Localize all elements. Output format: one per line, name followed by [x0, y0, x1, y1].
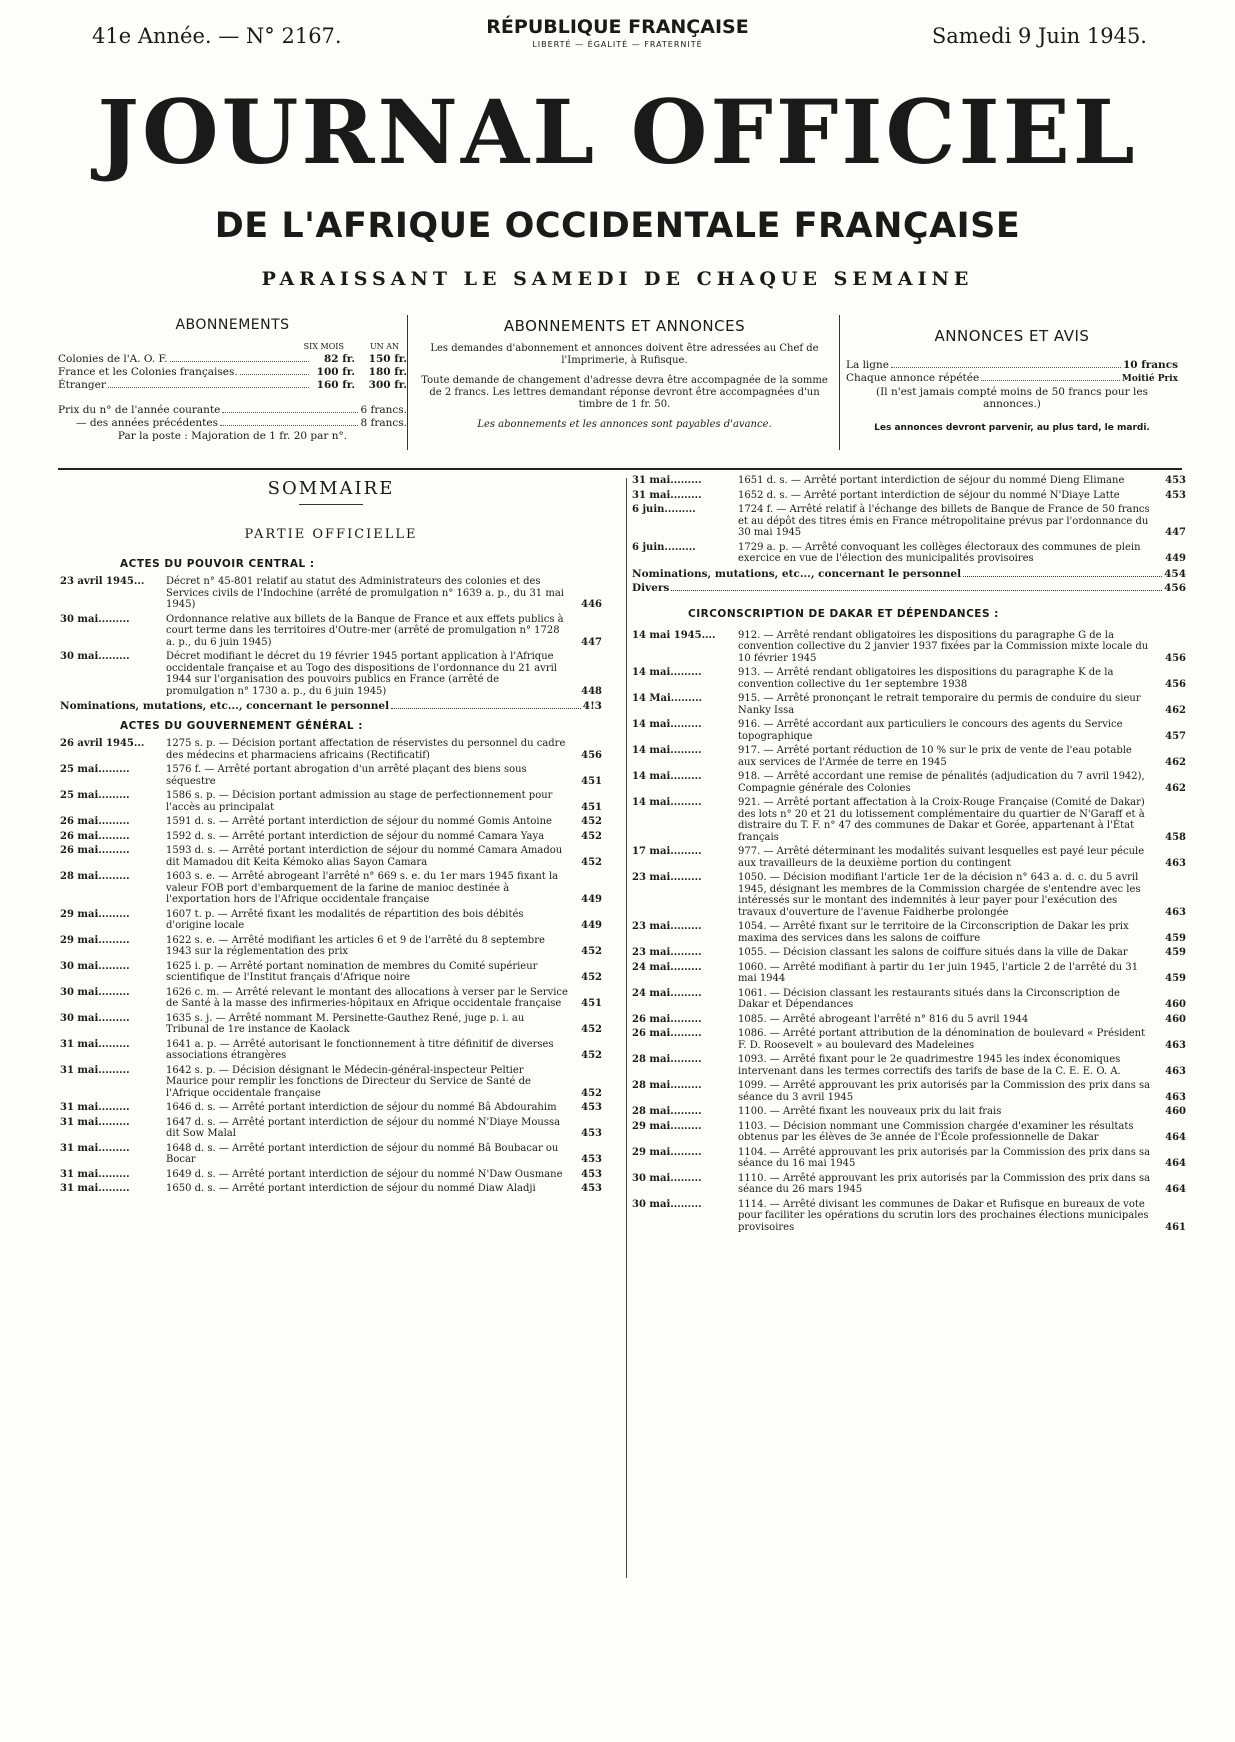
entry-date: 30 mai......... [632, 1198, 702, 1210]
entry-page: 464 [1165, 1158, 1186, 1169]
entry-date: 6 juin......... [632, 504, 696, 515]
entry-page: 463 [1165, 1065, 1186, 1077]
divers-page: 456 [1164, 581, 1186, 594]
entry-text: 1651 d. s. — Arrêté portant interdiction de séjour du nommé Dieng Elimane [738, 475, 1125, 486]
entry-page: 447 [1165, 527, 1186, 538]
entry-page: 459 [1165, 973, 1186, 984]
entry-page: 460 [1165, 1106, 1186, 1117]
entry-page: 453 [1165, 475, 1186, 486]
entry-page: 457 [1165, 730, 1186, 742]
sommaire-entry [632, 1106, 1186, 1118]
sommaire-entry [632, 1080, 1186, 1103]
sommaire-entry [60, 651, 602, 697]
entry-page: 462 [1165, 782, 1186, 794]
sommaire-entry [60, 614, 602, 649]
entry-text: 917. — Arrêté portant réduction de 10 % sur le prix de vente de l'eau potable aux services de l'Armée de terre en 1945 [738, 745, 1132, 768]
sommaire-entry [60, 1183, 602, 1195]
sommaire-entry [632, 1028, 1186, 1051]
entry-page: 452 [581, 946, 602, 957]
entry-text: 1622 s. e. — Arrêté modifiant les articles 6 et 9 de l'arrêté du 8 septembre 1943 sur la réglementation des prix [166, 934, 545, 957]
entry-page: 463 [1165, 1039, 1186, 1051]
abonnement-un-an: 150 fr. [368, 353, 407, 365]
abonnements-annonces-title: ABONNEMENTS ET ANNONCES [503, 317, 746, 335]
entry-date: 24 mai......... [632, 987, 702, 999]
entry-date: 14 mai......... [632, 797, 702, 808]
rate-ligne: La ligne 10 francs [846, 359, 1178, 371]
entry-date: 31 mai......... [60, 1038, 130, 1050]
abonnements-rows [58, 353, 407, 392]
abonnements-title: ABONNEMENTS [175, 317, 290, 333]
entry-date: 29 mai......... [632, 1146, 702, 1158]
entry-page: 456 [581, 749, 602, 761]
entry-page: 459 [1165, 932, 1186, 944]
entry-text: 1275 s. p. — Décision portant affectation de réservistes du personnel du cadre des médecins et pharmaciens africains (Rectificatif) [166, 738, 566, 761]
sommaire-entry [632, 921, 1186, 944]
entry-date: 14 mai......... [632, 719, 702, 730]
sommaire-entry [632, 872, 1186, 918]
gouv-nominations-label: Nominations, mutations, etc..., concernant le personnel [632, 567, 962, 580]
masthead-tagline: PARAISSANT LE SAMEDI DE CHAQUE SEMAINE [261, 268, 974, 290]
masthead-subtitle: DE L'AFRIQUE OCCIDENTALE FRANÇAISE [214, 206, 1021, 246]
entry-text: 913. — Arrêté rendant obligatoires les dispositions du paragraphe K de la convention collective du 1er septembre 1938 [738, 667, 1114, 690]
sommaire-entry [632, 962, 1186, 985]
sommaire-rule [299, 504, 363, 505]
entry-text: 1591 d. s. — Arrêté portant interdiction de séjour du nommé Gomis Antoine [166, 816, 552, 827]
entry-date: 23 mai......... [632, 921, 702, 932]
entry-page: 453 [581, 1128, 602, 1139]
annonces-p3: Les abonnements et les annonces sont payables d'avance. [477, 419, 772, 430]
entry-text: 912. — Arrêté rendant obligatoires les dispositions du paragraphe G de la convention collective du 2 janvier 1937 fixées par la Commission mixte locale du 10 février 1945 [738, 629, 1149, 664]
entry-date: 28 mai......... [632, 1106, 702, 1117]
entry-page: 464 [1165, 1132, 1186, 1143]
abonnement-six-mois: 100 fr. [316, 366, 355, 378]
sommaire-entry [60, 576, 602, 611]
annonces-p2: Toute demande de changement d'adresse devra être accompagnée de la somme de 2 francs. Les lettres demandant réponse devront être accompagnées d'un timbre de 1 fr. 50. [421, 375, 828, 410]
entry-page: 456 [1165, 678, 1186, 690]
entry-text: 1603 s. e. — Arrêté abrogeant l'arrêté n° 669 s. e. du 1er mars 1945 fixant la valeur FOB port d'embarquement de la farine de manioc destinée à l'exportation hors de l'Afrique occidentale française [166, 871, 559, 905]
entry-page: 447 [581, 636, 602, 648]
issue-date: Samedi 9 Juin 1945. [931, 24, 1147, 48]
entry-page: 452 [581, 1087, 602, 1099]
entry-page: 453 [581, 1168, 602, 1180]
entry-date: 23 mai......... [632, 872, 702, 883]
sommaire-entry [632, 475, 1186, 487]
entry-text: 918. — Arrêté accordant une remise de pénalités (adjudication du 7 avril 1942), Compagnie générale des Colonies [738, 771, 1145, 794]
column-divider [626, 478, 627, 1578]
entry-text: 977. — Arrêté déterminant les modalités suivant lesquelles est payé leur pécule aux travailleurs de la deuxième portion du contingent [738, 846, 1145, 869]
entry-date: 31 mai......... [632, 475, 702, 486]
abonnement-row [58, 366, 407, 379]
entry-text: 1099. — Arrêté approuvant les prix autorisés par la Commission des prix dans sa séance du 3 avril 1945 [738, 1080, 1151, 1103]
entry-page: 456 [1165, 652, 1186, 664]
entry-text: 1625 i. p. — Arrêté portant nomination de membres du Comité supérieur scientifique de l'Institut français d'Afrique noire [166, 960, 538, 983]
entry-page: 461 [1165, 1221, 1186, 1233]
entry-date: 26 mai......... [632, 1028, 702, 1039]
sommaire-entry [60, 1102, 602, 1114]
prix-block [58, 404, 407, 442]
entry-date: 31 mai......... [60, 1064, 130, 1076]
entry-text: 1626 c. m. — Arrêté relevant le montant des allocations à verser par le Service de Santé à la masse des infirmeries-hôpitaux en Afrique occidentale française [166, 986, 568, 1009]
entry-date: 29 mai......... [60, 934, 130, 946]
sommaire-entry [60, 1117, 602, 1140]
gouv-nominations-page: 454 [1164, 567, 1186, 580]
entry-date: 26 mai......... [60, 845, 130, 856]
entry-text: 1593 d. s. — Arrêté portant interdiction de séjour du nommé Camara Amadou dit Mamadou dit Keita Kémoko alias Sayon Camara [166, 845, 563, 868]
abonnement-row [58, 353, 407, 366]
entry-date: 26 mai......... [60, 830, 130, 842]
entry-date: 14 mai......... [632, 771, 702, 782]
entry-text: 1647 d. s. — Arrêté portant interdiction de séjour du nommé N'Diaye Moussa dit Sow Malal [166, 1116, 561, 1139]
abonnement-label: Colonies de l'A. O. F. [58, 353, 168, 365]
entry-date: 26 mai......... [60, 816, 130, 827]
entry-date: 28 mai......... [632, 1080, 702, 1091]
sommaire-entry [632, 745, 1186, 768]
sommaire-entry [632, 797, 1186, 843]
sommaire-entry [60, 871, 602, 906]
entry-text: Ordonnance relative aux billets de la Banque de France et aux effets publics à court terme dans les territoires d'Outre-mer (arrêté de promulgation n° 1728 a. p., du 6 juin 1945) [166, 613, 564, 648]
sommaire-entry [632, 1147, 1186, 1170]
sommaire-entry [60, 935, 602, 958]
abonnement-six-mois: 82 fr. [323, 353, 355, 365]
sommaire-entry [60, 987, 602, 1010]
annonces-avis-box [842, 315, 1182, 450]
entry-text: 1635 s. j. — Arrêté nommant M. Persinette-Gauthez René, juge p. i. au Tribunal de 1re instance de Kaolack [166, 1012, 525, 1035]
entry-date: 28 mai......... [60, 871, 130, 882]
pouvoir-central-heading: ACTES DU POUVOIR CENTRAL : [120, 558, 315, 570]
entry-page: 463 [1165, 857, 1186, 869]
masthead-title: JOURNAL OFFICIEL [97, 80, 1138, 184]
sommaire-entry [632, 667, 1186, 690]
sommaire-entry [60, 1065, 602, 1100]
sommaire-entry [60, 816, 602, 828]
entry-text: 1642 s. p. — Décision désignant le Médecin-général-inspecteur Peltier Maurice pour remplir les fonctions de Directeur du Service de Santé de l'Afrique occidentale française [166, 1064, 531, 1099]
entry-page: 462 [1165, 704, 1186, 716]
abonnement-label: France et les Colonies françaises. [58, 366, 238, 378]
pouvoir-nominations-label: Nominations, mutations, etc..., concernant le personnel [60, 700, 390, 712]
rate-deadline: Les annonces devront parvenir, au plus tard, le mardi. [874, 423, 1150, 433]
entry-page: 452 [581, 830, 602, 842]
entry-text: 1646 d. s. — Arrêté portant interdiction de séjour du nommé Bâ Abdourahim [166, 1102, 557, 1113]
entry-text: 1110. — Arrêté approuvant les prix autorisés par la Commission des prix dans sa séance du 26 mars 1945 [738, 1172, 1151, 1195]
sommaire-entry [60, 764, 602, 787]
entry-text: 1576 f. — Arrêté portant abrogation d'un arrêté plaçant des biens sous séquestre [166, 764, 527, 787]
sommaire-entry [632, 490, 1186, 502]
annonces-rates [842, 359, 1182, 434]
entry-date: 23 avril 1945... [60, 576, 145, 587]
entry-text: 921. — Arrêté portant affectation à la Croix-Rouge Française (Comité de Dakar) des lots n° 20 et 21 du lotissement complémentaire du quartier de N'Garaff et à distraire du T. F. n° 47 des communes de Dakar et Gorée, appartenant à l'État français [738, 797, 1145, 843]
entry-page: 451 [581, 775, 602, 787]
entry-text: 1085. — Arrêté abrogeant l'arrêté n° 816 du 5 avril 1944 [738, 1013, 1029, 1025]
col-six-mois: SIX MOIS [303, 342, 344, 351]
entry-date: 14 mai......... [632, 667, 702, 678]
entry-text: 1054. — Arrêté fixant sur le territoire de la Circonscription de Dakar les prix maxima des services dans les salons de coiffure [738, 921, 1129, 944]
entry-text: 1114. — Arrêté divisant les communes de Dakar et Rufisque en bureaux de vote pour faciliter les opérations du scrutin lors des prochaines élections municipales provisoires [738, 1198, 1149, 1233]
entry-page: 463 [1165, 906, 1186, 918]
entry-date: 30 mai......... [60, 613, 130, 625]
sommaire-entry [632, 504, 1186, 539]
entry-page: 449 [1165, 553, 1186, 564]
entry-date: 31 mai......... [60, 1102, 130, 1113]
col-un-an: UN AN [369, 342, 399, 351]
sommaire-entry [632, 1014, 1186, 1026]
sommaire-entry [60, 1169, 602, 1181]
entry-text: 1607 t. p. — Arrêté fixant les modalités de répartition des bois débités d'origine locale [166, 908, 524, 931]
entry-page: 449 [581, 894, 602, 905]
annonces-avis-title: ANNONCES ET AVIS [934, 327, 1090, 345]
entry-date: 14 mai 1945.... [632, 629, 716, 641]
entry-date: 31 mai......... [60, 1183, 130, 1194]
entry-date: 30 mai......... [60, 960, 130, 972]
sommaire-title: SOMMAIRE [267, 478, 395, 499]
entry-text: 1586 s. p. — Décision portant admission au stage de perfectionnement pour l'accès au principalat [166, 790, 553, 813]
entry-page: 452 [581, 972, 602, 983]
entry-text: 1055. — Décision classant les salons de coiffure situés dans la ville de Dakar [738, 947, 1128, 958]
pouvoir-central-list [60, 576, 602, 697]
entry-text: 1648 d. s. — Arrêté portant interdiction de séjour du nommé Bâ Boubacar ou Bocar [166, 1142, 559, 1165]
sommaire-entry [632, 693, 1186, 716]
entry-page: 452 [581, 1050, 602, 1061]
entry-page: 458 [1165, 831, 1186, 843]
abonnement-row [58, 379, 407, 392]
sommaire-entry [632, 542, 1186, 565]
gouvernement-general-heading: ACTES DU GOUVERNEMENT GÉNÉRAL : [120, 720, 363, 732]
entry-page: 462 [1165, 756, 1186, 768]
republic-motto: LIBERTÉ — ÉGALITÉ — FRATERNITÉ [532, 40, 703, 49]
entry-text: 1592 d. s. — Arrêté portant interdiction de séjour du nommé Camara Yaya [166, 830, 545, 842]
dakar-list [632, 630, 1186, 1234]
entry-page: 451 [581, 801, 602, 813]
entry-text: 1652 d. s. — Arrêté portant interdiction de séjour du nommé N'Diaye Latte [738, 489, 1120, 501]
abonnement-six-mois: 160 fr. [316, 379, 355, 391]
sommaire-left-column [60, 475, 602, 1198]
entry-text: 1093. — Arrêté fixant pour le 2e quadrimestre 1945 les index économiques intervenant dans les termes correctifs des tarifs de base de la C. E. E. O. A. [738, 1054, 1121, 1077]
partie-officielle-title: PARTIE OFFICIELLE [244, 527, 418, 542]
entry-page: 453 [1165, 489, 1186, 501]
abonnements-annonces-box [410, 315, 840, 450]
abonnement-label: Étranger [58, 379, 106, 391]
sommaire-entry [632, 630, 1186, 665]
entry-page: 453 [581, 1183, 602, 1194]
entry-text: 1086. — Arrêté portant attribution de la dénomination de boulevard « Président F. D. Roosevelt » au boulevard des Madeleines [738, 1028, 1146, 1051]
sommaire-entry [60, 831, 602, 843]
issue-number: 41e Année. — N° 2167. [92, 24, 342, 48]
entry-date: 31 mai......... [632, 489, 702, 501]
entry-date: 30 mai......... [60, 986, 130, 998]
entry-date: 30 mai......... [632, 1172, 702, 1184]
entry-date: 17 mai......... [632, 846, 702, 857]
entry-page: 449 [581, 920, 602, 931]
entry-text: Décret modifiant le décret du 19 février 1945 portant application à l'Afrique occidentale française et au Togo des dispositions de l'ordonnance du 21 avril 1944 sur l'organisation des pouvoirs publics en France (arrêté de promulgation n° 1730 a. p., du 6 juin 1945) [166, 651, 558, 697]
entry-date: 29 mai......... [632, 1120, 702, 1132]
sommaire-entry [60, 909, 602, 932]
sommaire-entry [632, 947, 1186, 959]
entry-date: 29 mai......... [60, 908, 130, 920]
entry-text: 1060. — Arrêté modifiant à partir du 1er juin 1945, l'article 2 de l'arrêté du 31 mai 1944 [738, 961, 1139, 984]
entry-page: 451 [581, 998, 602, 1009]
entry-page: 459 [1165, 947, 1186, 958]
entry-text: 1103. — Décision nommant une Commission chargée d'examiner les résultats obtenus par les élèves de 3e année de l'École professionnelle de Dakar [738, 1120, 1134, 1143]
abonnement-un-an: 300 fr. [368, 379, 407, 391]
divers-row [632, 582, 1186, 594]
entry-page: 453 [581, 1102, 602, 1113]
rate-note: (Il n'est jamais compté moins de 50 francs pour les annonces.) [876, 386, 1148, 410]
entry-page: 460 [1165, 999, 1186, 1010]
prix-row-1: Prix du n° de l'année courante 6 francs. [58, 404, 407, 416]
entry-text: 1061. — Décision classant les restaurants situés dans la Circonscription de Dakar et Dépendances [738, 987, 1120, 1010]
rate-repetee: Chaque annonce répétée Moitié Prix [846, 372, 1178, 384]
entry-text: 1650 d. s. — Arrêté portant interdiction de séjour du nommé Diaw Aladji [166, 1183, 536, 1194]
dakar-heading: CIRCONSCRIPTION DE DAKAR ET DÉPENDANCES : [688, 607, 999, 620]
entry-date: 14 mai......... [632, 745, 702, 756]
sommaire-entry [60, 1013, 602, 1036]
pouvoir-nominations-page: 4!3 [582, 700, 602, 712]
entry-text: 1104. — Arrêté approuvant les prix autorisés par la Commission des prix dans sa séance du 16 mai 1945 [738, 1146, 1151, 1169]
entry-date: 28 mai......... [632, 1054, 702, 1065]
sommaire-entry [60, 790, 602, 813]
divers-label: Divers [632, 581, 670, 594]
entry-text: 1724 f. — Arrêté relatif à l'échange des billets de Banque de France de 50 francs et au dépôt des titres émis en France métropolitaine prévus par l'ordonnance du 30 mai 1945 [738, 504, 1150, 538]
prix-row-2: — des années précédentes 8 francs. [76, 417, 407, 429]
entry-date: 31 mai......... [60, 1142, 130, 1154]
entry-page: 452 [581, 1024, 602, 1035]
entry-date: 31 mai......... [60, 1116, 130, 1128]
entry-page: 453 [581, 1154, 602, 1165]
gouvernement-general-list [60, 738, 602, 1195]
entry-date: 14 Mai......... [632, 693, 703, 704]
sommaire-entry [632, 771, 1186, 794]
entry-page: 463 [1165, 1091, 1186, 1103]
entry-text: 1729 a. p. — Arrêté convoquant les collèges électoraux des communes de plein exercice en vue de l'élection des municipalités provisoires [738, 541, 1141, 564]
entry-date: 31 mai......... [60, 1168, 130, 1180]
entry-page: 446 [581, 599, 602, 610]
abonnements-cols [58, 341, 407, 353]
header-rule [58, 468, 1182, 470]
sommaire-entry [60, 961, 602, 984]
entry-date: 30 mai......... [60, 1012, 130, 1024]
entry-date: 6 juin......... [632, 541, 696, 553]
entry-text: 1050. — Décision modifiant l'article 1er de la décision n° 643 a. d. c. du 5 avril 1945, désignant les membres de la Commission chargée de s'entendre avec les intéressés sur le montant des indemnités à leur payer pour l'exécution des travaux d'ouverture de l'avenue Faidherbe prolongée [738, 872, 1141, 918]
entry-page: 452 [581, 816, 602, 827]
entry-text: Décret n° 45-801 relatif au statut des Administrateurs des colonies et des Services civils de l'Indochine (arrêté de promulgation n° 1639 a. p., du 31 mai 1945) [166, 576, 564, 610]
entry-text: 1649 d. s. — Arrêté portant interdiction de séjour du nommé N'Daw Ousmane [166, 1168, 563, 1180]
sommaire-entry [60, 845, 602, 868]
sommaire-entry [632, 1121, 1186, 1144]
poste-note: Par la poste : Majoration de 1 fr. 20 par n°. [117, 430, 348, 442]
entry-date: 26 avril 1945... [60, 738, 145, 749]
entry-date: 24 mai......... [632, 961, 702, 973]
gouv-nominations-row [632, 568, 1186, 580]
sommaire-entry [632, 1199, 1186, 1234]
entry-date: 25 mai......... [60, 764, 130, 775]
entry-date: 25 mai......... [60, 790, 130, 801]
sommaire-entry [632, 846, 1186, 869]
sommaire-entry [60, 738, 602, 761]
sommaire-right-column [632, 475, 1186, 1236]
entry-text: 916. — Arrêté accordant aux particuliers le concours des agents du Service topographique [738, 719, 1123, 742]
entry-date: 30 mai......... [60, 651, 130, 662]
gouvernement-general-list-continued [632, 475, 1186, 565]
sommaire-entry [632, 1173, 1186, 1196]
entry-page: 452 [581, 856, 602, 868]
annonces-p1: Les demandes d'abonnement et annonces doivent être adressées au Chef de l'Imprimerie, à Rufisque. [430, 343, 819, 366]
pouvoir-nominations-row [60, 700, 602, 712]
entry-text: 915. — Arrêté prononçant le retrait temporaire du permis de conduire du sieur Nanky Issa [738, 693, 1141, 716]
entry-page: 464 [1165, 1184, 1186, 1195]
entry-date: 26 mai......... [632, 1013, 702, 1025]
sommaire-entry [60, 1039, 602, 1062]
abonnement-un-an: 180 fr. [368, 366, 407, 378]
republic-title: RÉPUBLIQUE FRANÇAISE [486, 16, 749, 38]
entry-text: 1100. — Arrêté fixant les nouveaux prix du lait frais [738, 1106, 1002, 1117]
sommaire-entry [632, 988, 1186, 1011]
entry-date: 23 mai......... [632, 947, 702, 958]
entry-page: 460 [1165, 1013, 1186, 1025]
abonnements-box [58, 315, 408, 450]
entry-text: 1641 a. p. — Arrêté autorisant le fonctionnement à titre définitif de diverses associations étrangères [166, 1038, 554, 1061]
sommaire-entry [632, 719, 1186, 742]
entry-page: 448 [581, 685, 602, 697]
sommaire-entry [632, 1054, 1186, 1077]
sommaire-entry [60, 1143, 602, 1166]
